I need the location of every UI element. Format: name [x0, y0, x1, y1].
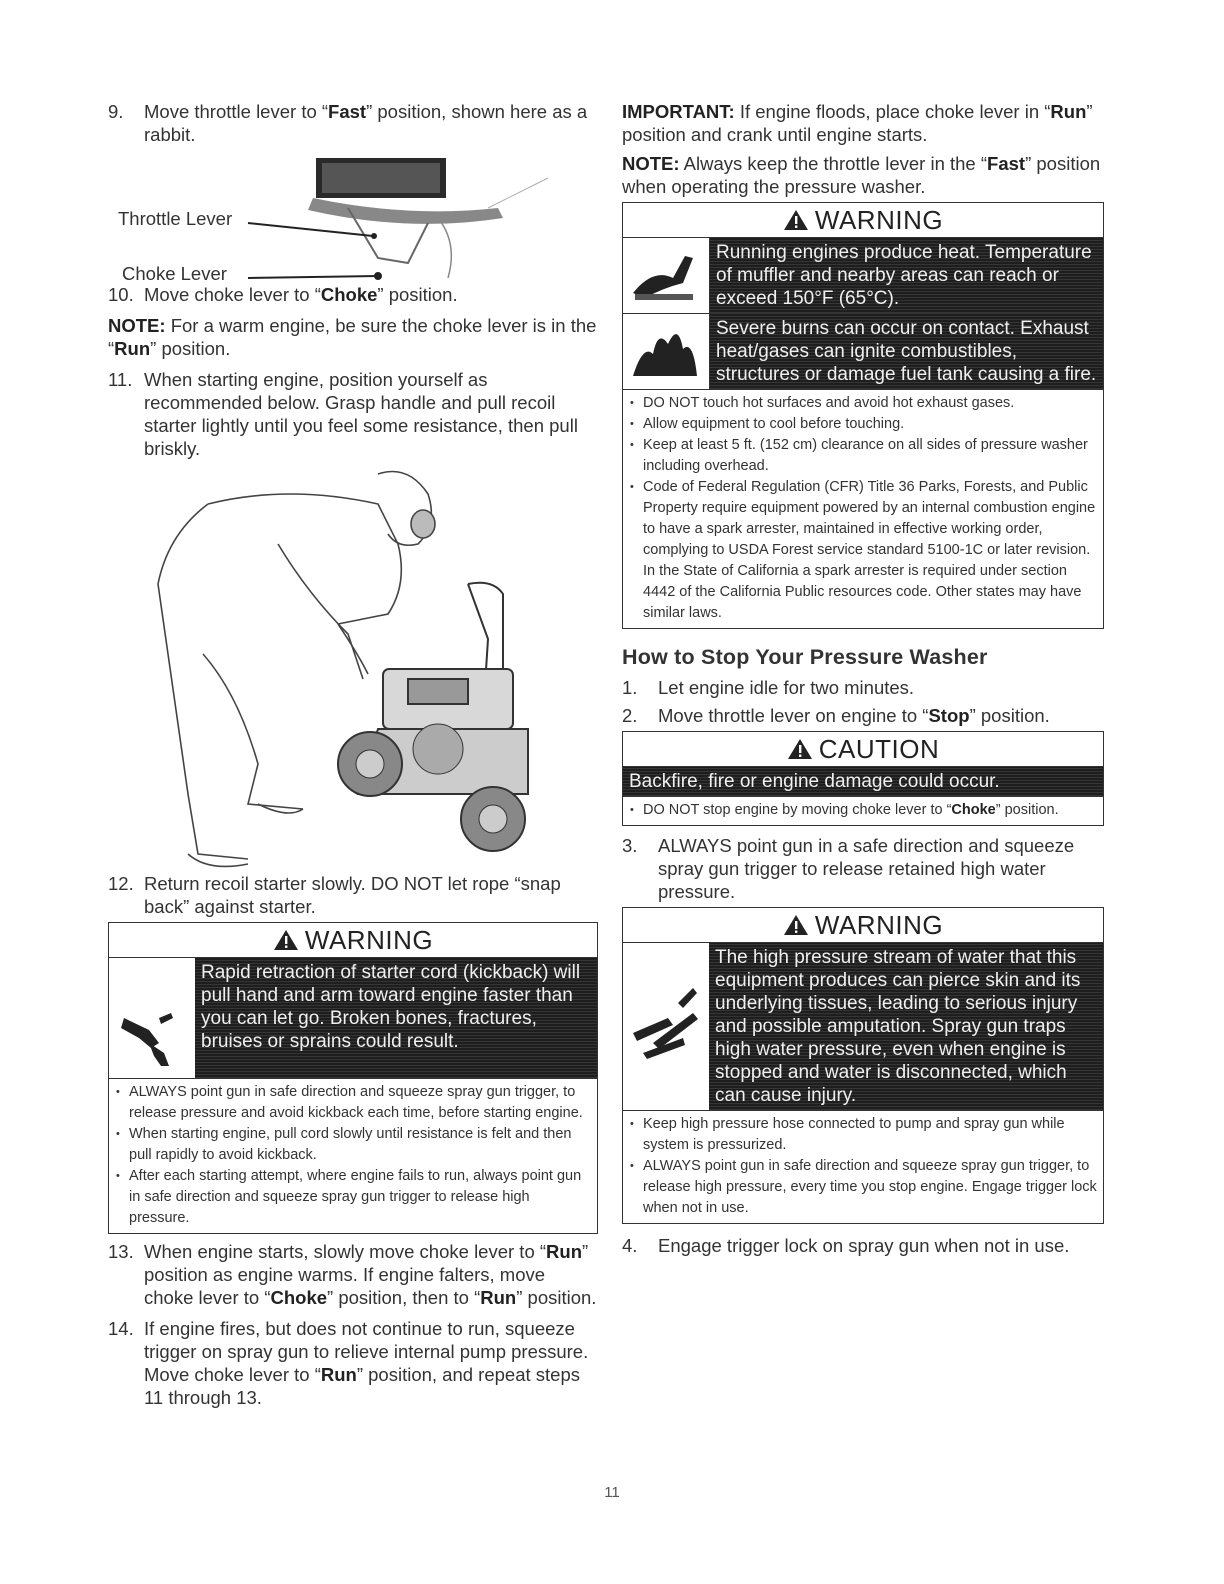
- list-item: • After each starting attempt, where engine fails to run, always point gun in safe direction and squeeze spray gun trigger to release high pressure.: [115, 1166, 591, 1229]
- important-flood-note: IMPORTANT: If engine floods, place choke lever in “Run” position and crank until engine starts.: [622, 101, 1093, 145]
- operator-starting-figure: [108, 464, 598, 872]
- operator-pulling-starter-illustration: [108, 464, 598, 872]
- stop-step-4: 4. Engage trigger lock on spray gun when not in use.: [622, 1235, 1070, 1256]
- list-item: • Code of Federal Regulation (CFR) Title 36 Parks, Forests, and Public Property require equipment powered by an internal combustion engine to have a spark arrester, maintained in effective working order, complying to USDA Forest service standard 5100-1C or later revision. In the State of California a spark arrester is required under section 4442 of the California Public resources code. Other states may have similar laws.: [629, 477, 1097, 624]
- warning-high-pressure-bullets: [623, 1111, 1103, 1223]
- left-column: [108, 100, 598, 1409]
- throttle-lever-label: Throttle Lever: [118, 208, 233, 229]
- step-10: 10. Move choke lever to “Choke” position.: [108, 284, 458, 305]
- caution-header: CAUTION: [623, 732, 1103, 767]
- warning-kickback-bullets: [109, 1079, 597, 1233]
- list-item: • Allow equipment to cool before touching.: [629, 414, 1097, 435]
- warning-heat-text: Running engines produce heat. Temperature of muffler and nearby areas can reach or exceed 150°F (65°C).: [710, 238, 1103, 313]
- page-number: 11: [604, 1484, 620, 1501]
- warning-fire-text: Severe burns can occur on contact. Exhaust heat/gases can ignite combustibles, structures or damage fuel tank causing a fire.: [710, 314, 1103, 389]
- caution-bullets: [623, 797, 1103, 825]
- list-item: • ALWAYS point gun in safe direction and squeeze spray gun trigger, to release high pressure, every time you stop engine. Engage trigger lock when not in use.: [629, 1156, 1097, 1219]
- step-12: 12. Return recoil starter slowly. DO NOT let rope “snap back” against starter.: [108, 873, 561, 917]
- choke-lever-label: Choke Lever: [122, 263, 227, 284]
- step-14: 14. If engine fires, but does not continue to run, squeeze trigger on spray gun to relieve internal pump pressure. Move choke lever to “Run” position, and repeat steps 11 through 13.: [108, 1318, 589, 1408]
- stop-step-1: 1. Let engine idle for two minutes.: [622, 677, 915, 698]
- warning-header: WARNING: [109, 923, 597, 958]
- section-heading-stop: How to Stop Your Pressure Washer: [622, 645, 988, 669]
- right-column: [622, 100, 1104, 1257]
- list-item: • Keep high pressure hose connected to pump and spray gun while system is pressurized.: [629, 1114, 1097, 1156]
- note-warm-engine: NOTE: For a warm engine, be sure the choke lever is in the “Run” position.: [108, 315, 597, 359]
- warning-high-pressure-text: The high pressure stream of water that this equipment produces can pierce skin and its underlying tissues, leading to serious injury and possible amputation. Spray gun traps high water pressure, even when engine is stopped and water is disconnected, which can cause injury.: [709, 943, 1103, 1110]
- warning-kickback-text: Rapid retraction of starter cord (kickback) will pull hand and arm toward engine faster than you can let go. Broken bones, fractures, bruises or sprains could result.: [195, 958, 597, 1078]
- injection-hazard-icon: [623, 943, 709, 1110]
- caution-box-backfire: [622, 731, 1104, 826]
- warning-header: WARNING: [623, 203, 1103, 238]
- stop-step-2: 2. Move throttle lever on engine to “Stop” position.: [622, 705, 1050, 726]
- warning-box-kickback: [108, 922, 598, 1234]
- step-13: 13. When engine starts, slowly move choke lever to “Run” position as engine warms. If engine falters, move choke lever to “Choke” position, then to “Run” position.: [108, 1241, 597, 1308]
- kickback-hazard-icon: [109, 958, 195, 1078]
- fire-hazard-icon: [623, 314, 710, 389]
- caution-triangle-icon: [787, 738, 813, 760]
- list-item: • Keep at least 5 ft. (152 cm) clearance on all sides of pressure washer including overhead.: [629, 435, 1097, 477]
- list-item: • When starting engine, pull cord slowly until resistance is felt and then pull rapidly to avoid kickback.: [115, 1124, 591, 1166]
- warning-heat-bullets: [623, 390, 1103, 628]
- warning-box-heat: [622, 202, 1104, 629]
- step-9: 9. Move throttle lever to “Fast” position, shown here as a rabbit.: [108, 101, 588, 145]
- step-11: 11. When starting engine, position yourself as recommended below. Grasp handle and pull recoil starter lightly until you feel some resistance, then pull briskly.: [108, 369, 578, 459]
- list-item: • ALWAYS point gun in safe direction and squeeze spray gun trigger, to release pressure and avoid kickback each time, before starting engine.: [115, 1082, 591, 1124]
- hot-surface-icon: [623, 238, 710, 313]
- stop-step-3: 3. ALWAYS point gun in a safe direction and squeeze spray gun trigger to release retained high water pressure.: [622, 835, 1075, 902]
- list-item: • DO NOT stop engine by moving choke lever to “Choke” position.: [629, 800, 1097, 821]
- warning-triangle-icon: [783, 914, 809, 936]
- warning-triangle-icon: [783, 209, 809, 231]
- list-item: • DO NOT touch hot surfaces and avoid hot exhaust gases.: [629, 393, 1097, 414]
- warning-box-high-pressure: [622, 907, 1104, 1224]
- warning-triangle-icon: [273, 929, 299, 951]
- throttle-choke-figure: [108, 148, 598, 283]
- note-throttle-fast: NOTE: Always keep the throttle lever in the “Fast” position when operating the pressure washer.: [622, 153, 1101, 197]
- warning-header: WARNING: [623, 908, 1103, 943]
- caution-backfire-text: Backfire, fire or engine damage could occur.: [623, 767, 1103, 796]
